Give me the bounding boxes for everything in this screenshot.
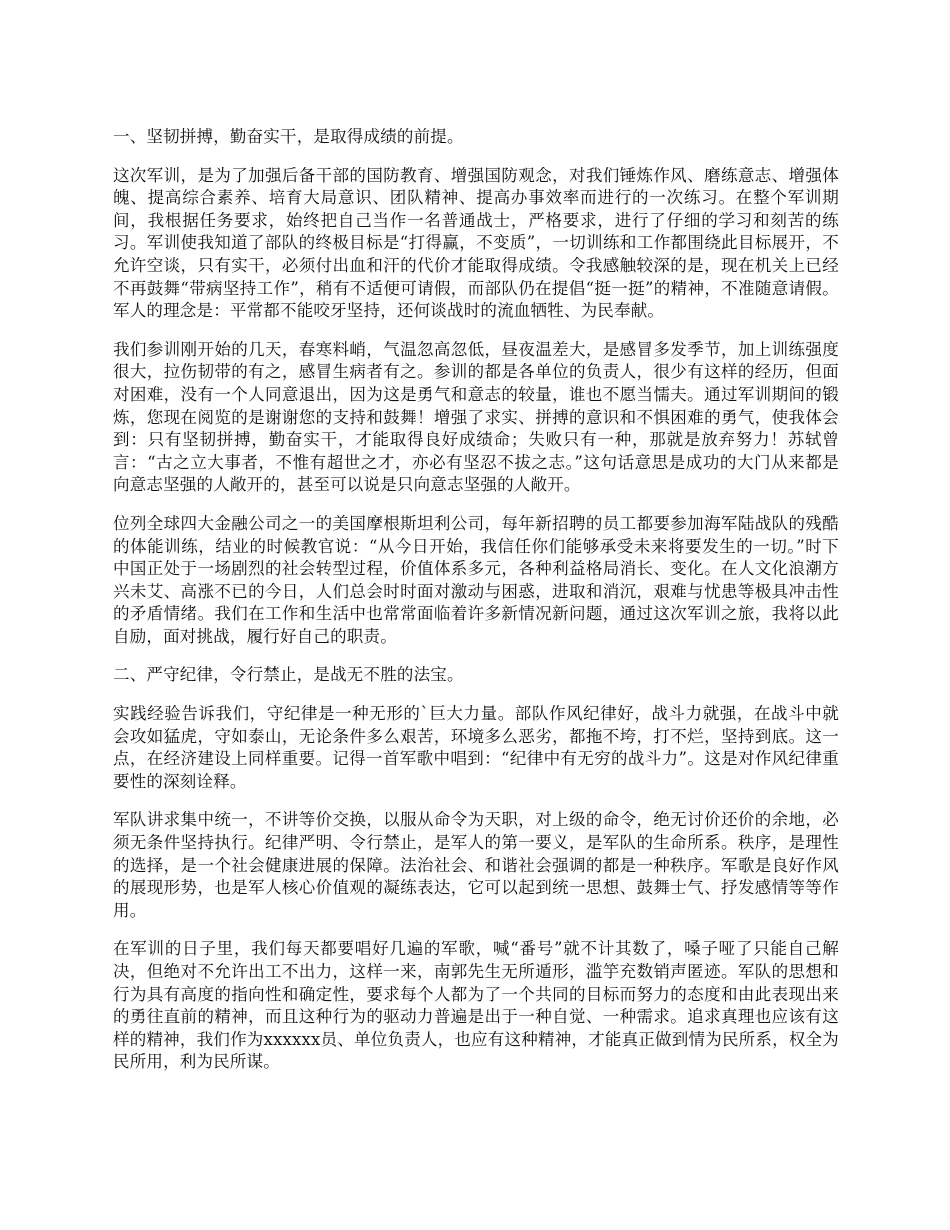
paragraph-2: 我们参训刚开始的几天，春寒料峭，气温忽高忽低，昼夜温差大，是感冒多发季节，加上训练强度很大，拉伤韧带的有之，感冒生病者有之。参训的都是各单位的负责人，很少有这样的经历，但面对困难，没有一个人同意退出，因为这是勇气和意志的较量，谁也不愿当懦夫。通过军训期间的锻炼，您现在阅览的是谢谢您的支持和鼓舞！增强了求实、拼搏的意识和不惧困难的勇气，使我体会到：只有坚韧拼搏，勤奋实干，才能取得良好成绩命；失败只有一种，那就是放弃努力！苏轼曾言：“古之立大事者，不惟有超世之才，亦必有坚忍不拔之志。”这句话意思是成功的大门从来都是向意志坚强的人敞开的，甚至可以说是只向意志坚强的人敞开。 <box>113 339 839 495</box>
paragraph-4: 实践经验告诉我们，守纪律是一种无形的`巨大力量。部队作风纪律好，战斗力就强，在战斗中就会攻如猛虎，守如泰山，无论条件多么艰苦，环境多么恶劣，都拖不垮，打不烂，坚持到底。这一点，在经济建设上同样重要。记得一首军歌中唱到：“纪律中有无穷的战斗力”。这是对作风纪律重要性的深刻诠释。 <box>113 704 839 791</box>
section-heading-2: 二、严守纪律，令行禁止，是战无不胜的法宝。 <box>113 665 464 685</box>
paragraph-3: 位列全球四大金融公司之一的美国摩根斯坦利公司，每年新招聘的员工都要参加海军陆战队的残酷的体能训练，结业的时候教官说：“从今日开始，我信任你们能够承受未来将要发生的一切。”时下中国正处于一场剧烈的社会转型过程，价值体系多元，各种利益格局消长、变化。在人文化浪潮方兴未艾、高涨不已的今日，人们总会时时面对激动与困惑，进取和消沉，艰难与忧患等极具冲击性的矛盾情绪。我们在工作和生活中也常常面临着许多新情况新问题，通过这次军训之旅，我将以此自励，面对挑战，履行好自己的职责。 <box>113 513 839 646</box>
document-body <box>113 126 839 1090</box>
paragraph-5: 军队讲求集中统一，不讲等价交换，以服从命令为天职，对上级的命令，绝无讨价还价的余地，必须无条件坚持执行。纪律严明、令行禁止，是军人的第一要义，是军队的生命所系。秩序，是理性的选择，是一个社会健康进展的保障。法治社会、和谐社会强调的都是一种秩序。军歌是良好作风的展现形势，也是军人核心价值观的凝练表达，它可以起到统一思想、鼓舞士气、抒发感情等等作用。 <box>113 810 839 920</box>
paragraph-1: 这次军训，是为了加强后备干部的国防教育、增强国防观念，对我们锤炼作风、磨练意志、增强体魄、提高综合素养、培育大局意识、团队精神、提高办事效率而进行的一次练习。在整个军训期间，我根据任务要求，始终把自己当作一名普通战士，严格要求，进行了仔细的学习和刻苦的练习。军训使我知道了部队的终极目标是“打得赢，不变质”，一切训练和工作都围绕此目标展开，不允许空谈，只有实干，必须付出血和汗的代价才能取得成绩。令我感触较深的是，现在机关上已经不再鼓舞“带病坚持工作”，稍有不适便可请假，而部队仍在提倡“挺一挺”的精神，不准随意请假。军人的理念是：平常都不能咬牙坚持，还何谈战时的流血牺牲、为民奉献。 <box>113 165 839 321</box>
section-heading-1: 一、坚韧拼搏，勤奋实干，是取得成绩的前提。 <box>113 127 464 146</box>
paragraph-6: 在军训的日子里，我们每天都要唱好几遍的军歌，喊“番号”就不计其数了，嗓子哑了只能自己解决，但绝对不允许出工不出力，这样一来，南郭先生无所遁形，滥竽充数销声匿迹。军队的思想和行为具有高度的指向性和确定性，要求每个人都为了一个共同的目标而努力的态度和由此表现出来的勇往直前的精神，而且这种行为的驱动力普遍是出于一种自觉、一种需求。追求真理也应该有这样的精神，我们作为xxxxxx员、单位负责人，也应有这种精神，才能真正做到情为民所系，权全为民所用，利为民所谋。 <box>113 939 839 1072</box>
